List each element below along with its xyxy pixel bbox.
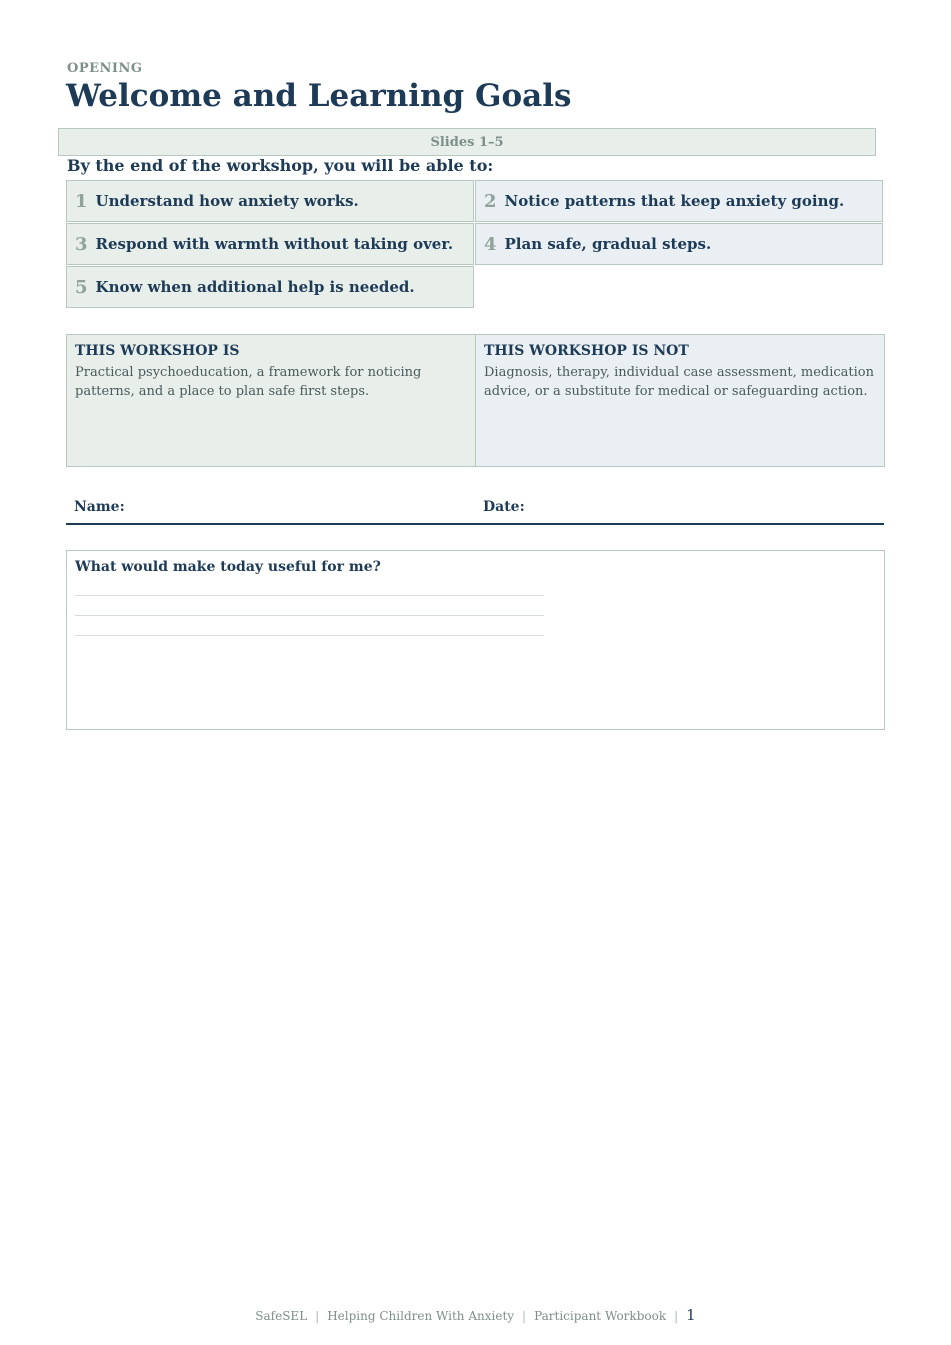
workshop-is-panel: [66, 334, 476, 467]
name-date-row: [66, 496, 884, 525]
writing-line: [75, 615, 544, 616]
goal-item: [66, 223, 474, 265]
goal-item: [475, 223, 883, 265]
footer-doc: Participant Workbook: [534, 1309, 667, 1323]
workshop-is-not-body: Diagnosis, therapy, individual case assessment, medication advice, or a substitute for medical or safeguarding action.: [484, 365, 874, 399]
footer-separator: |: [674, 1309, 679, 1323]
writing-line: [75, 635, 544, 636]
goal-text: Understand how anxiety works.: [95, 192, 359, 210]
slides-label: Slides 1–5: [430, 134, 504, 150]
page-title: Welcome and Learning Goals: [66, 78, 572, 114]
footer-brand: SafeSEL: [255, 1309, 308, 1323]
section-label: OPENING: [67, 61, 143, 76]
workshop-is-heading: THIS WORKSHOP IS: [75, 343, 240, 359]
footer-separator: |: [522, 1309, 527, 1323]
goal-number: 1: [75, 190, 88, 212]
workshop-is-not-panel: [475, 334, 885, 467]
goals-intro: By the end of the workshop, you will be able to:: [67, 156, 494, 175]
slides-banner: [58, 128, 876, 156]
reflection-box[interactable]: [66, 550, 885, 730]
writing-line: [75, 595, 544, 596]
footer-course: Helping Children With Anxiety: [327, 1309, 515, 1323]
workshop-scope: [66, 334, 885, 467]
goal-item: [66, 266, 474, 308]
goal-number: 4: [484, 233, 497, 255]
goal-text: Notice patterns that keep anxiety going.: [504, 192, 845, 210]
footer-separator: |: [315, 1309, 320, 1323]
goal-number: 3: [75, 233, 88, 255]
goal-number: 2: [484, 190, 497, 212]
date-field[interactable]: Date:: [483, 499, 525, 515]
page-number: 1: [686, 1306, 696, 1324]
goal-item: [66, 180, 474, 222]
goal-item: [475, 180, 883, 222]
reflection-question: What would make today useful for me?: [75, 559, 381, 575]
goal-number: 5: [75, 276, 88, 298]
goal-text: Respond with warmth without taking over.: [95, 235, 454, 253]
page-footer: [0, 1306, 951, 1324]
goal-text: Know when additional help is needed.: [95, 278, 415, 296]
workshop-is-not-heading: THIS WORKSHOP IS NOT: [484, 343, 689, 359]
workshop-is-body: Practical psychoeducation, a framework for noticing patterns, and a place to plan safe first steps.: [75, 365, 422, 399]
goal-text: Plan safe, gradual steps.: [504, 235, 712, 253]
name-field[interactable]: Name:: [74, 499, 125, 515]
